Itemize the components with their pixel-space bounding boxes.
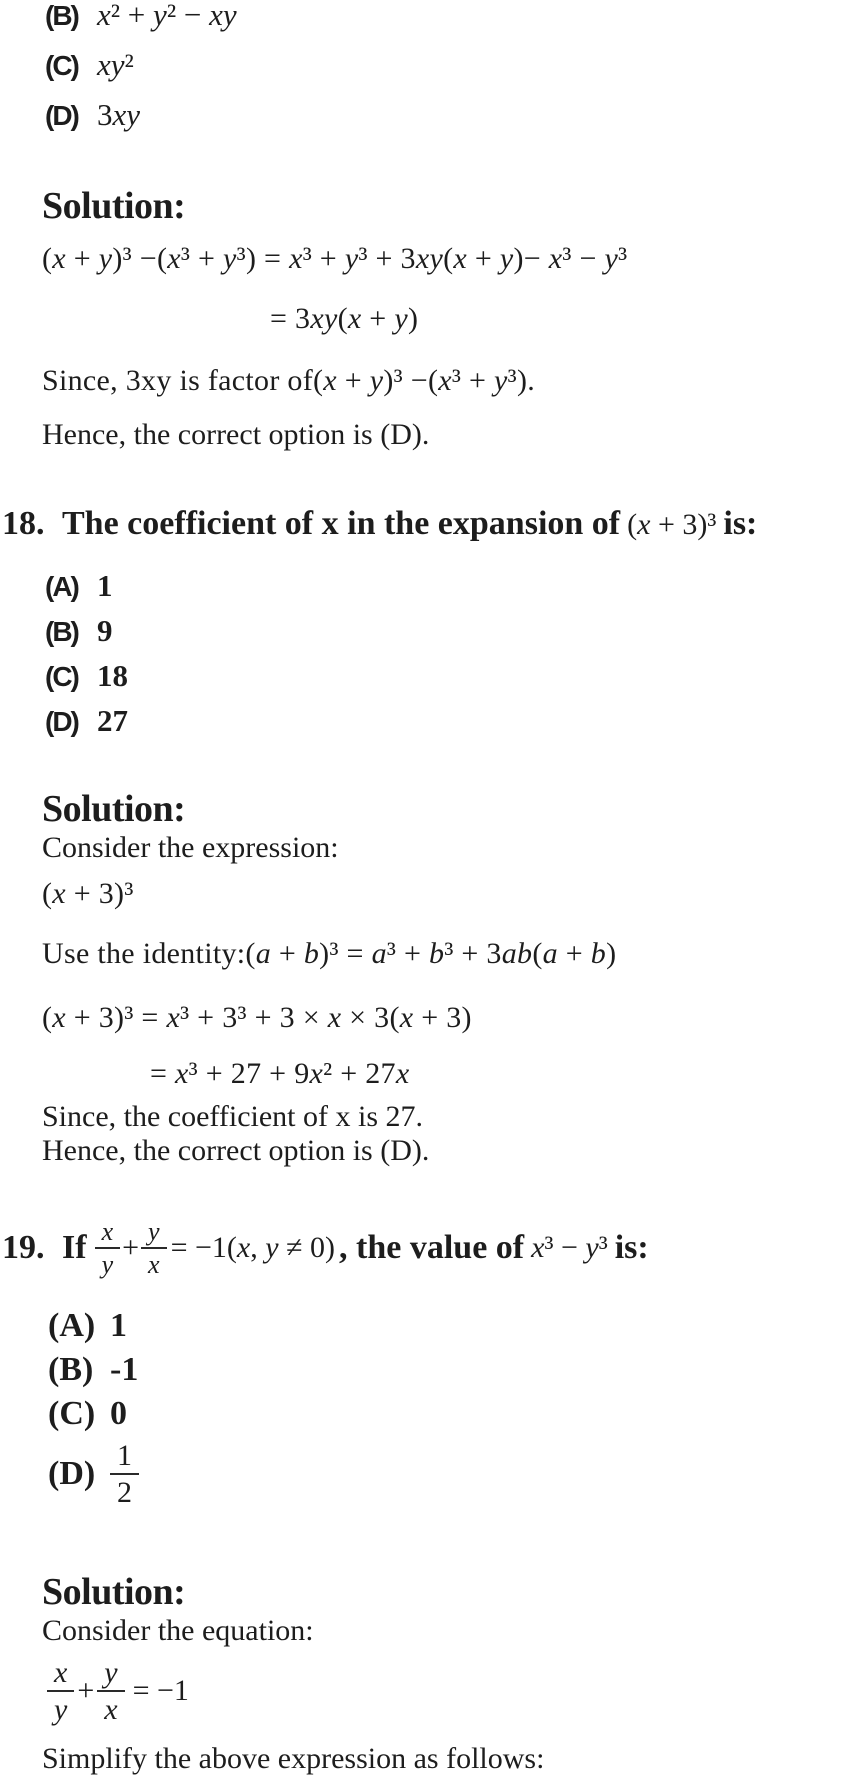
option-row-c [45, 40, 857, 90]
plus-sign: + [122, 1231, 140, 1264]
option-row-c [45, 653, 857, 698]
option-value: 1 [110, 1307, 127, 1344]
question-18-options [0, 563, 857, 743]
fraction-x-over-y [95, 1218, 121, 1279]
solution-18-hence-line: Hence, the correct option is (D). [42, 1134, 430, 1167]
solution-19-simplify-line: Simplify the above expression as follows: [42, 1742, 545, 1775]
option-letter: (D) [45, 706, 78, 737]
option-letter: (B) [45, 616, 78, 647]
solution-18-title: Solution: [42, 788, 186, 830]
since-text: Since, 3xy is factor of [42, 364, 313, 397]
solution-18-consider-line: Consider the expression: [42, 831, 339, 864]
solution-19-title: Solution: [42, 1571, 186, 1613]
question-19-equation: = −1(x, y ≠ 0) [170, 1231, 336, 1264]
solution-18-expression: (x + 3)³ [42, 877, 134, 910]
option-value: 9 [97, 613, 113, 648]
option-row-d [45, 698, 857, 743]
option-letter: (D) [45, 100, 78, 131]
option-math-value: 3xy [97, 97, 141, 132]
fraction-y-over-x [97, 1657, 124, 1726]
option-value: 1 [97, 568, 113, 603]
option-letter: (C) [45, 50, 78, 81]
question-19-heading [2, 1204, 857, 1292]
question-18-title-tail: is: [723, 505, 758, 542]
question-19-if: If [62, 1229, 87, 1266]
plus-sign: + [77, 1674, 95, 1707]
question-18-title-math: (x + 3)³ [627, 508, 717, 541]
fraction-numerator: y [148, 1216, 160, 1246]
fraction-denominator: x [141, 1247, 167, 1278]
question-18-heading [2, 498, 857, 551]
option-letter: (D) [48, 1455, 96, 1492]
fraction-numerator: x [54, 1655, 68, 1689]
option-row-d [48, 1436, 857, 1512]
option-letter: (C) [48, 1395, 96, 1432]
option-row-a [45, 563, 857, 608]
fraction-denominator: y [47, 1690, 74, 1726]
since-math: (x + y)³ −(x³ + y³) [313, 364, 528, 397]
option-math-value: x² + y² − xy [97, 0, 237, 32]
fraction-numerator: x [101, 1216, 114, 1246]
fraction-y-over-x [141, 1218, 167, 1279]
option-letter: (B) [45, 0, 78, 31]
solution-19-consider-line: Consider the equation: [42, 1614, 314, 1647]
fraction-numerator: y [104, 1655, 118, 1689]
solution-19-fraction-equation [47, 1654, 857, 1728]
option-value: 18 [97, 658, 128, 693]
option-letter: (B) [48, 1351, 94, 1388]
solution-17-since-line [42, 356, 857, 406]
fraction-denominator: 2 [110, 1473, 139, 1509]
option-value: -1 [110, 1351, 139, 1388]
fraction-numerator: 1 [117, 1438, 132, 1472]
option-row-b [45, 608, 857, 653]
option-row-c [48, 1392, 857, 1436]
solution-17-equation-line1: (x + y)³ −(x³ + y³) = x³ + y³ + 3xy(x + y)− x³ − y³ [42, 242, 628, 275]
solution-17-equation-line2: = 3xy(x + y) [270, 302, 419, 335]
solution-18-expansion-line2: = x³ + 27 + 9x² + 27x [150, 1057, 410, 1090]
option-row-d [45, 90, 857, 140]
question-number: 19. [2, 1229, 45, 1266]
fraction-one-half [110, 1440, 139, 1509]
option-math-value: xy² [97, 47, 134, 82]
question-19-mid-text: , the value of [339, 1229, 525, 1266]
solution-17-hence-line: Hence, the correct option is (D). [42, 418, 430, 451]
fraction-denominator: x [97, 1690, 124, 1726]
option-letter: (C) [45, 661, 78, 692]
since-period: . [527, 364, 536, 397]
identity-text: Use the identity: [42, 937, 246, 970]
question-19-title-tail: is: [614, 1229, 649, 1266]
question-19-title-math: x³ − y³ [531, 1231, 608, 1264]
option-value: 27 [97, 703, 128, 738]
question-number: 18. [2, 505, 45, 542]
question-19-options [0, 1304, 857, 1512]
fraction-denominator: y [95, 1247, 121, 1278]
option-letter: (A) [45, 571, 78, 602]
solution-18-since-line: Since, the coefficient of x is 27. [42, 1100, 424, 1133]
solution-17-title: Solution: [42, 185, 186, 227]
identity-math: (a + b)³ = a³ + b³ + 3ab(a + b) [245, 937, 617, 970]
solution-18-identity-line [42, 929, 857, 979]
option-row-a [48, 1304, 857, 1348]
option-value: 0 [110, 1395, 127, 1432]
option-letter: (A) [48, 1307, 96, 1344]
option-row-b [45, 0, 857, 40]
question-18-title-text: The coefficient of x in the expansion of [62, 505, 621, 542]
equation-rhs: = −1 [132, 1674, 189, 1707]
option-row-b [48, 1348, 857, 1392]
solution-18-expansion-line1: (x + 3)³ = x³ + 3³ + 3 × x × 3(x + 3) [42, 1001, 472, 1034]
fraction-x-over-y [47, 1657, 74, 1726]
question-17-options [0, 0, 857, 140]
